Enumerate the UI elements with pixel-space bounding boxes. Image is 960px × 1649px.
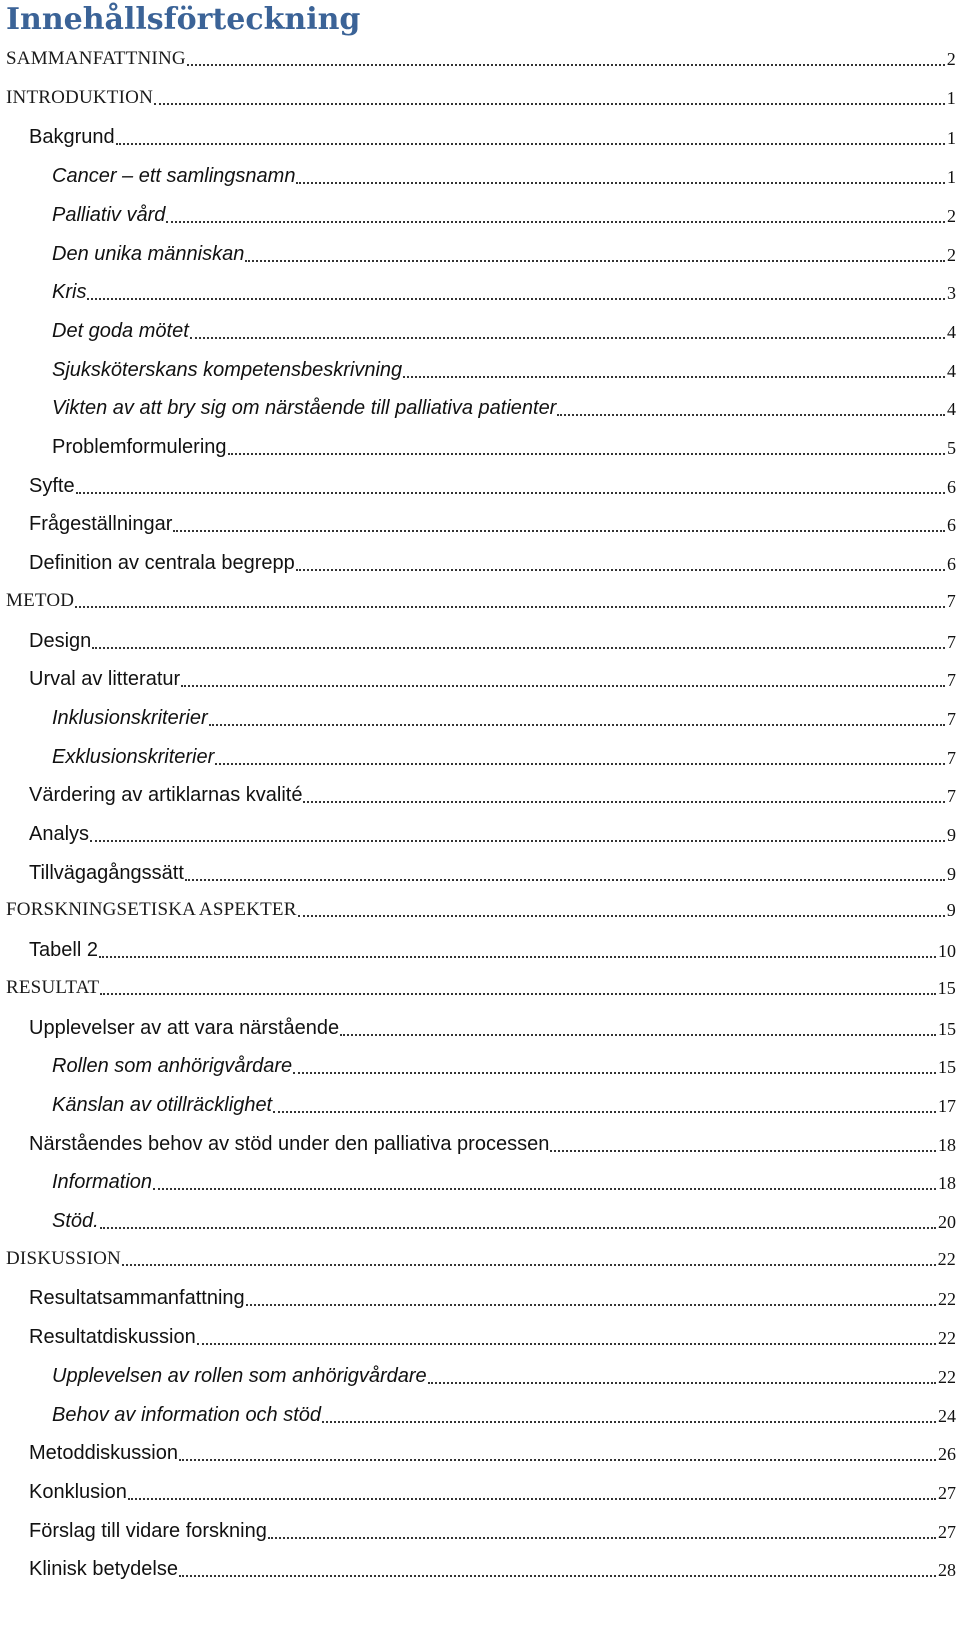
- toc-dot-leader: [116, 143, 945, 145]
- toc-title: Innehållsförteckning: [6, 2, 361, 37]
- toc-entry[interactable]: [29, 1470, 956, 1510]
- toc-entry-label: FORSKNINGSETISKA ASPEKTER: [6, 899, 297, 920]
- toc-entry-label: Tillvägagångssätt: [29, 862, 184, 884]
- toc-entry[interactable]: [52, 1160, 956, 1200]
- toc-dot-leader: [322, 1421, 936, 1423]
- toc-entry-page-number: 7: [946, 591, 956, 611]
- toc-entry-page-number: 15: [937, 978, 956, 998]
- toc-dot-leader: [428, 1382, 936, 1384]
- toc-entry-page-number: 28: [938, 1560, 956, 1580]
- toc-entry[interactable]: [52, 1354, 956, 1394]
- toc-entry-label: Metoddiskussion: [29, 1442, 178, 1464]
- toc-dot-leader: [303, 801, 945, 803]
- toc-entry[interactable]: [29, 1509, 956, 1549]
- toc-dot-leader: [154, 103, 945, 105]
- toc-entry[interactable]: [29, 1315, 956, 1355]
- toc-entry-label: Frågeställningar: [29, 513, 173, 535]
- toc-entry-page-number: 4: [947, 322, 956, 342]
- toc-entry[interactable]: [29, 1006, 956, 1046]
- toc-entry-label: Exklusionskriterier: [52, 746, 215, 768]
- toc-entry-page-number: 22: [938, 1289, 956, 1309]
- toc-entry[interactable]: [29, 1547, 956, 1587]
- toc-entry-label: Syfte: [29, 475, 75, 497]
- toc-entry-page-number: 17: [938, 1096, 956, 1116]
- toc-entry-page-number: 22: [938, 1328, 956, 1348]
- toc-entry-page-number: 1: [946, 88, 956, 108]
- toc-dot-leader: [273, 1111, 936, 1113]
- toc-dot-leader: [209, 724, 945, 726]
- toc-entry-label: Kris: [52, 281, 87, 303]
- toc-entry[interactable]: [6, 889, 956, 929]
- toc-entry[interactable]: [29, 928, 956, 968]
- toc-entry[interactable]: [29, 619, 956, 659]
- toc-entry-page-number: 2: [946, 49, 956, 69]
- toc-entry-label: Upplevelsen av rollen som anhörigvårdare: [52, 1365, 427, 1387]
- toc-entry[interactable]: [52, 1393, 956, 1433]
- toc-dot-leader: [122, 1264, 936, 1266]
- toc-entry-page-number: 20: [938, 1212, 956, 1232]
- toc-entry-page-number: 6: [947, 477, 956, 497]
- toc-entry-label: Tabell 2: [29, 939, 98, 961]
- toc-entry-label: INTRODUKTION: [6, 87, 153, 108]
- toc-entry-page-number: 7: [947, 748, 956, 768]
- toc-entry-label: Klinisk betydelse: [29, 1558, 178, 1580]
- toc-dot-leader: [76, 492, 945, 494]
- toc-entry-label: METOD: [6, 590, 75, 611]
- toc-entry[interactable]: [52, 154, 956, 194]
- toc-entry-label: Urval av litteratur: [29, 668, 181, 690]
- toc-entry-label: Upplevelser av att vara närstående: [29, 1017, 340, 1039]
- toc-dot-leader: [181, 685, 945, 687]
- toc-entry-label: SAMMANFATTNING: [6, 48, 186, 69]
- toc-entry-label: Stöd.: [52, 1210, 99, 1232]
- toc-entry[interactable]: [29, 1431, 956, 1471]
- toc-dot-leader: [296, 569, 945, 571]
- toc-entry[interactable]: [52, 270, 956, 310]
- toc-entry[interactable]: [52, 386, 956, 426]
- toc-dot-leader: [90, 840, 945, 842]
- toc-entry-label: Bakgrund: [29, 126, 115, 148]
- toc-dot-leader: [100, 993, 935, 995]
- toc-entry-label: Cancer – ett samlingsnamn: [52, 165, 296, 187]
- toc-dot-leader: [296, 182, 945, 184]
- toc-entry-label: Definition av centrala begrepp: [29, 552, 295, 574]
- toc-dot-leader: [340, 1034, 936, 1036]
- toc-entry[interactable]: [29, 773, 956, 813]
- toc-entry[interactable]: [52, 348, 956, 388]
- toc-entry[interactable]: [29, 541, 956, 581]
- toc-dot-leader: [298, 915, 945, 917]
- toc-dot-leader: [179, 1459, 936, 1461]
- toc-entry-page-number: 27: [938, 1522, 956, 1542]
- toc-dot-leader: [173, 530, 945, 532]
- toc-entry-label: DISKUSSION: [6, 1248, 121, 1269]
- toc-dot-leader: [166, 221, 945, 223]
- toc-entry[interactable]: [52, 193, 956, 233]
- toc-entry-label: Den unika människan: [52, 243, 245, 265]
- toc-entry-page-number: 9: [947, 864, 956, 884]
- toc-entry[interactable]: [29, 464, 956, 504]
- toc-entry[interactable]: [6, 580, 956, 620]
- toc-entry-page-number: 7: [947, 670, 956, 690]
- toc-entry[interactable]: [52, 696, 956, 736]
- toc-dot-leader: [179, 1575, 936, 1577]
- toc-dot-leader: [215, 763, 945, 765]
- toc-entry[interactable]: [52, 309, 956, 349]
- toc-dot-leader: [403, 376, 945, 378]
- toc-entry-label: Behov av information och stöd: [52, 1404, 322, 1426]
- toc-entry[interactable]: [52, 1083, 956, 1123]
- toc-entry[interactable]: [52, 735, 956, 775]
- toc-dot-leader: [228, 453, 945, 455]
- toc-entry-label: Det goda mötet: [52, 320, 189, 342]
- toc-entry[interactable]: [29, 851, 956, 891]
- toc-entry-label: Resultatdiskussion: [29, 1326, 196, 1348]
- toc-dot-leader: [128, 1498, 936, 1500]
- toc-entry-page-number: 5: [947, 438, 956, 458]
- toc-dot-leader: [245, 260, 945, 262]
- toc-entry-label: Konklusion: [29, 1481, 127, 1503]
- toc-entry-label: Känslan av otillräcklighet: [52, 1094, 273, 1116]
- toc-dot-leader: [185, 879, 945, 881]
- toc-entry-page-number: 1: [947, 167, 956, 187]
- toc-dot-leader: [92, 647, 945, 649]
- toc-entry-page-number: 22: [937, 1249, 956, 1269]
- toc-entry-label: Sjuksköterskans kompetensbeskrivning: [52, 359, 403, 381]
- toc-entry[interactable]: [52, 1199, 956, 1239]
- toc-entry-label: Information: [52, 1171, 153, 1193]
- toc-dot-leader: [293, 1072, 936, 1074]
- toc-dot-leader: [100, 1227, 936, 1229]
- toc-entry[interactable]: [6, 77, 956, 117]
- toc-entry-page-number: 4: [947, 361, 956, 381]
- toc-entry-page-number: 7: [947, 786, 956, 806]
- toc-dot-leader: [557, 414, 945, 416]
- toc-entry-page-number: 18: [938, 1173, 956, 1193]
- toc-entry-label: Resultatsammanfattning: [29, 1287, 245, 1309]
- toc-entry-label: Design: [29, 630, 92, 652]
- toc-entry-page-number: 1: [947, 128, 956, 148]
- toc-entry-page-number: 3: [947, 283, 956, 303]
- toc-entry-label: Inklusionskriterier: [52, 707, 208, 729]
- toc-entry-page-number: 18: [938, 1135, 956, 1155]
- toc-entry-page-number: 10: [938, 941, 956, 961]
- toc-entry[interactable]: [6, 38, 956, 78]
- toc-entry[interactable]: [52, 1044, 956, 1084]
- toc-entry-label: Palliativ vård: [52, 204, 166, 226]
- toc-dot-leader: [197, 1343, 936, 1345]
- toc-entry[interactable]: [52, 425, 956, 465]
- toc-dot-leader: [75, 606, 945, 608]
- toc-entry-page-number: 6: [947, 515, 956, 535]
- toc-entry[interactable]: [29, 1122, 956, 1162]
- toc-entry[interactable]: [29, 657, 956, 697]
- toc-entry-page-number: 22: [938, 1367, 956, 1387]
- toc-entry[interactable]: [6, 967, 956, 1007]
- toc-dot-leader: [246, 1304, 936, 1306]
- toc-entry-label: RESULTAT: [6, 977, 100, 998]
- toc-entry-page-number: 2: [947, 245, 956, 265]
- toc-entry-page-number: 15: [938, 1057, 956, 1077]
- toc-entry[interactable]: [29, 502, 956, 542]
- toc-entry-label: Problemformulering: [52, 436, 227, 458]
- toc-dot-leader: [187, 64, 945, 66]
- toc-dot-leader: [87, 298, 945, 300]
- toc-entry[interactable]: [29, 812, 956, 852]
- toc-entry-page-number: 7: [947, 632, 956, 652]
- toc-entry-label: Närståendes behov av stöd under den palliativa processen: [29, 1133, 550, 1155]
- toc-dot-leader: [550, 1150, 936, 1152]
- toc-entry-label: Rollen som anhörigvårdare: [52, 1055, 293, 1077]
- toc-entry[interactable]: [52, 232, 956, 272]
- toc-entry-page-number: 2: [947, 206, 956, 226]
- toc-entry[interactable]: [29, 115, 956, 155]
- toc-entry[interactable]: [29, 1276, 956, 1316]
- toc-dot-leader: [190, 337, 945, 339]
- toc-dot-leader: [268, 1537, 936, 1539]
- toc-entry-label: Värdering av artiklarnas kvalité: [29, 784, 303, 806]
- toc-entry-page-number: 9: [947, 825, 956, 845]
- toc-entry-page-number: 7: [947, 709, 956, 729]
- toc-entry-page-number: 9: [946, 900, 956, 920]
- toc-entry-page-number: 24: [938, 1406, 956, 1426]
- toc-entry-label: Vikten av att bry sig om närstående till palliativa patienter: [52, 397, 557, 419]
- toc-entry-page-number: 4: [947, 399, 956, 419]
- toc-entry-page-number: 26: [938, 1444, 956, 1464]
- toc-entry-label: Analys: [29, 823, 90, 845]
- toc-dot-leader: [153, 1188, 936, 1190]
- toc-dot-leader: [99, 956, 936, 958]
- toc-entry[interactable]: [6, 1238, 956, 1278]
- toc-entry-page-number: 15: [938, 1019, 956, 1039]
- toc-entry-label: Förslag till vidare forskning: [29, 1520, 267, 1542]
- toc-entry-page-number: 6: [947, 554, 956, 574]
- toc-entry-page-number: 27: [938, 1483, 956, 1503]
